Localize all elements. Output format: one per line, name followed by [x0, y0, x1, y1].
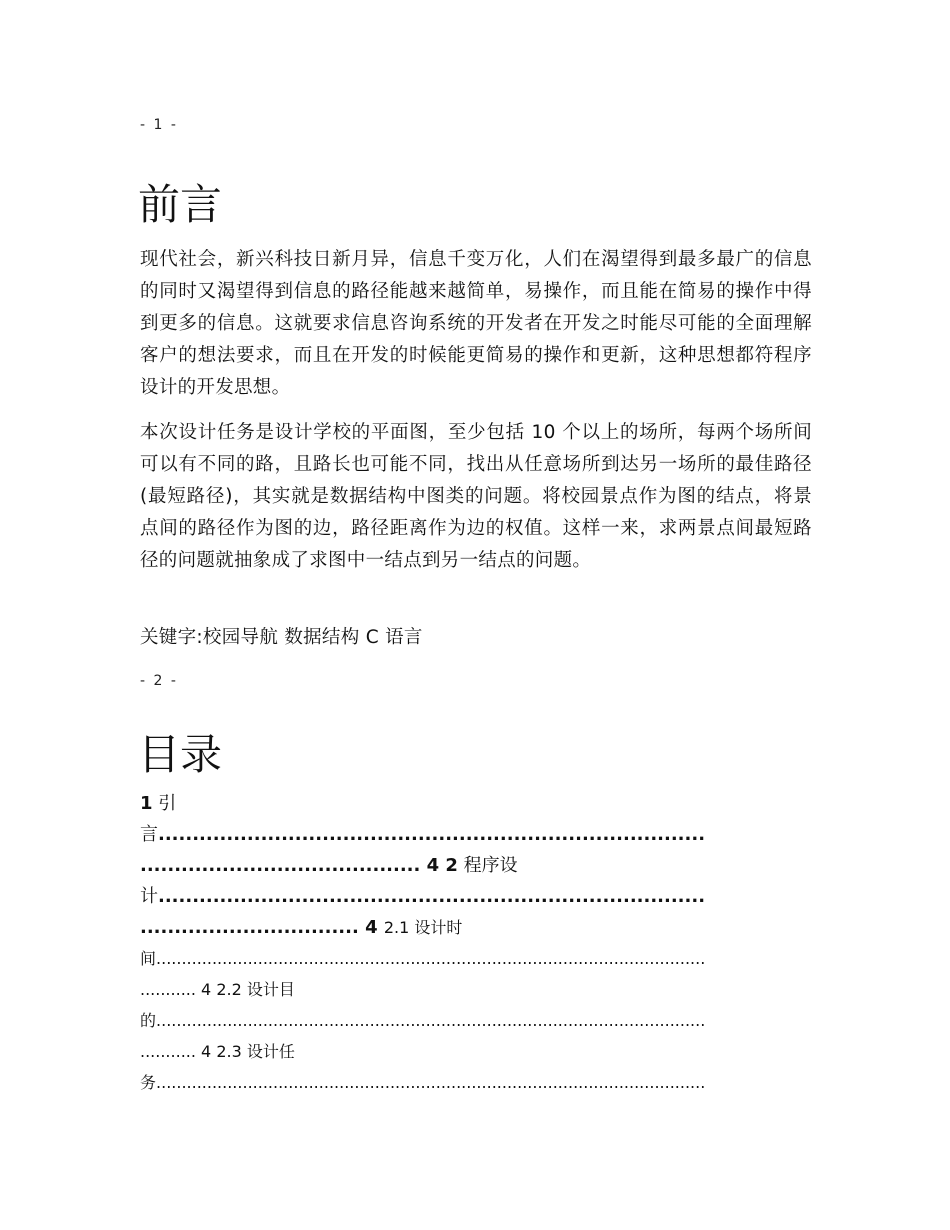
toc-text: 2.2 设计目 — [216, 980, 295, 999]
toc-line — [140, 788, 812, 820]
page-number-1: - 1 - — [140, 117, 178, 133]
toc-line — [140, 912, 812, 944]
toc-text: 2.3 设计任 — [216, 1042, 295, 1061]
toc-line — [140, 850, 812, 882]
toc-text: 间 — [140, 949, 157, 968]
preface-paragraph-2: 本次设计任务是设计学校的平面图，至少包括 10 个以上的场所，每两个场所间可以有不同的路，且路长也可能不同，找出从任意场所到达另一场所的最佳路径(最短路径)，其实就是数据结构中图类的问题。将校园景点作为图的结点，将景点间的路径作为图的边，路径距离作为边的权值。这样一来，求两景点间最短路径的问题就抽象成了求图中一结点到另一结点的问题。 — [140, 422, 812, 571]
toc-text: 计 — [140, 886, 158, 907]
toc-number: 2 — [445, 855, 458, 876]
toc-heading: 目录 — [138, 730, 223, 779]
page-number-2: - 2 - — [140, 673, 178, 689]
toc-text: 务 — [140, 1073, 157, 1092]
preface-paragraph-1: 现代社会，新兴科技日新月异，信息千变万化，人们在渴望得到最多最广的信息的同时又渴望得到信息的路径能越来越简单，易操作，而且能在简易的操作中得到更多的信息。这就要求信息咨询系统的开发者在开发之时能尽可能的全面理解客户的想法要求，而且在开发的时候能更简易的操作和更新，这种思想都符程序设计的开发思想。 — [140, 249, 812, 398]
toc-line — [140, 974, 812, 1006]
toc-line — [140, 1005, 812, 1037]
toc-dots: ................................................................................ — [158, 886, 706, 907]
toc-text: 引 — [152, 793, 177, 814]
toc-text: 程序设 — [457, 855, 518, 876]
toc-line — [140, 1067, 812, 1099]
toc-dots: ............................................................................................................ — [156, 949, 706, 968]
toc-dots: ........... — [140, 980, 196, 999]
toc-page: 4 — [358, 917, 384, 938]
toc-dots: ................................ — [140, 917, 359, 938]
toc-text: 2.1 设计时 — [383, 918, 463, 937]
toc-text: 言 — [140, 824, 158, 845]
toc-line — [140, 881, 812, 913]
toc-dots: ......................................... — [140, 855, 421, 876]
toc-line — [140, 1036, 812, 1068]
toc-page: 4 — [195, 980, 217, 999]
toc-dots: ........... — [140, 1042, 196, 1061]
toc-line — [140, 943, 812, 975]
toc-dots: ............................................................................................................ — [156, 1073, 706, 1092]
toc-number: 1 — [140, 793, 153, 814]
preface-heading: 前言 — [138, 180, 223, 229]
toc-line — [140, 819, 812, 851]
toc-page: 4 — [195, 1042, 217, 1061]
toc-text: 的 — [140, 1011, 157, 1030]
keywords-line: 关键字:校园导航 数据结构 C 语言 — [140, 627, 423, 648]
toc-page: 4 — [420, 855, 446, 876]
toc-dots: ............................................................................................................ — [156, 1011, 706, 1030]
toc-dots: ................................................................................ — [158, 824, 706, 845]
